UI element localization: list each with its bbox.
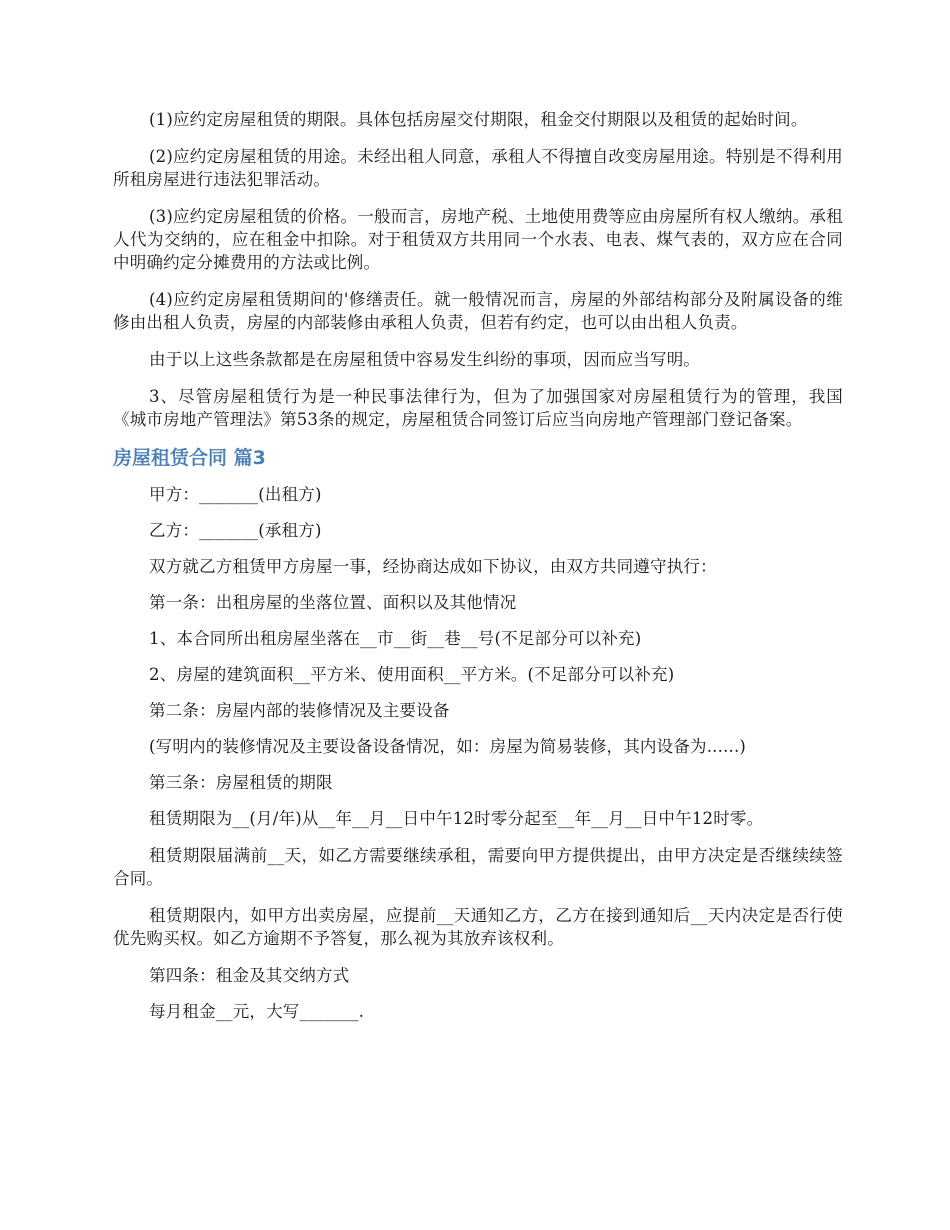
party-b-line: 乙方：_______(承租方) [149,521,322,540]
article-1-item-1: 1、本合同所出租房屋坐落在__市__街__巷__号(不足部分可以补充) [149,629,642,648]
paragraph-term-period: (1)应约定房屋租赁的期限。具体包括房屋交付期限，租金交付期限以及租赁的起始时间。 [149,110,808,129]
article-3-title: 第三条：房屋租赁的期限 [149,773,333,792]
section-heading: 房屋租赁合同 篇3 [113,447,266,469]
document-page [113,108,843,1036]
article-1-title: 第一条：出租房屋的坐落位置、面积以及其他情况 [149,593,517,612]
article-2-title: 第二条：房屋内部的装修情况及主要设备 [149,701,450,720]
party-a-line: 甲方：_______(出租方) [149,485,322,504]
article-3-term: 租赁期限为__(月/年)从__年__月__日中午12时零分起至__年__月__日中午12时零。 [149,809,764,828]
article-3-sale: 租赁期限内，如甲方出卖房屋，应提前__天通知乙方，乙方在接到通知后__天内决定是否行使优先购买权。如乙方逾期不予答复，那么视为其放弃该权利。 [113,906,843,948]
article-3-renewal: 租赁期限届满前__天，如乙方需要继续承租，需要向甲方提供提出，由甲方决定是否继续续签合同。 [113,846,843,888]
article-4-title: 第四条：租金及其交纳方式 [149,966,350,985]
agreement-intro: 双方就乙方租赁甲方房屋一事，经协商达成如下协议，由双方共同遵守执行： [149,557,717,576]
paragraph-summary: 由于以上这些条款都是在房屋租赁中容易发生纠纷的事项，因而应当写明。 [149,350,701,369]
article-1-item-2: 2、房屋的建筑面积__平方米、使用面积__平方米。(不足部分可以补充) [149,665,675,684]
article-4-rent: 每月租金__元，大写_______. [149,1002,365,1021]
paragraph-registration: 3、尽管房屋租赁行为是一种民事法律行为，但为了加强国家对房屋租赁行为的管理，我国《城市房地产管理法》第53条的规定，房屋租赁合同签订后应当向房地产管理部门登记备案。 [113,387,843,429]
article-2-note: (写明内的装修情况及主要设备设备情况，如：房屋为简易装修，其内设备为......) [149,737,747,756]
paragraph-price: (3)应约定房屋租赁的价格。一般而言，房地产税、土地使用费等应由房屋所有权人缴纳。承租人代为交纳的，应在租金中扣除。对于租赁双方共用同一个水表、电表、煤气表的，双方应在合同中明确约定分摊费用的方法或比例。 [113,207,843,272]
paragraph-usage: (2)应约定房屋租赁的用途。未经出租人同意，承租人不得擅自改变房屋用途。特别是不得利用所租房屋进行违法犯罪活动。 [113,147,843,189]
paragraph-repair: (4)应约定房屋租赁期间的'修缮责任。就一般情况而言，房屋的外部结构部分及附属设备的维修由出租人负责，房屋的内部装修由承租人负责，但若有约定，也可以由出租人负责。 [113,290,843,332]
